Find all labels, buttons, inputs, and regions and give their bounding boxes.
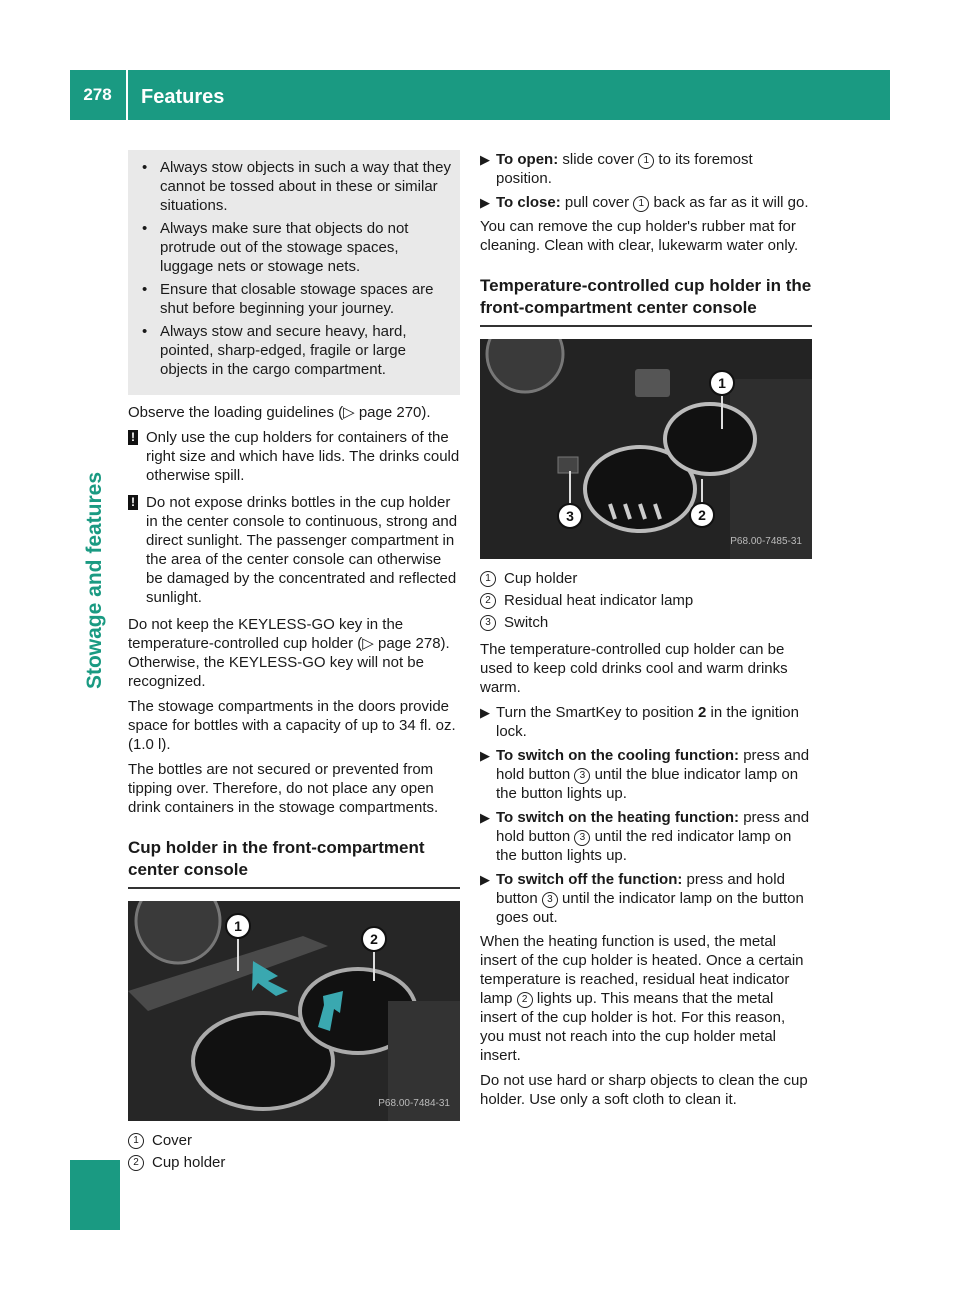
list-item: • Always make sure that objects do not protrude out of the stowage spaces, luggage nets or stowage nets.: [142, 220, 409, 275]
temperature-cup-holder-illustration: [480, 339, 812, 559]
svg-text:1: 1: [718, 375, 726, 391]
section-heading: Cup holder in the front-compartment center console: [128, 837, 460, 889]
step-arrow-icon: ▶: [480, 748, 490, 763]
warning-box: [128, 150, 460, 395]
instruction-step: ▶ To close: pull cover 1 back as far as it will go.: [480, 194, 809, 211]
paragraph: The temperature-controlled cup holder can be used to keep cold drinks cool and warm drinks warm.: [480, 641, 788, 696]
page-title: Features: [141, 86, 225, 108]
paragraph: The stowage compartments in the doors provide space for bottles with a capacity of up to 34 fl. oz. (1.0 l).: [128, 698, 456, 753]
cup-holder-photo: [128, 901, 460, 1121]
paragraph: When the heating function is used, the metal insert of the cup holder is heated. Once a certain temperature is reached, residual heat indicator lamp 2 lights up. This means that the metal insert of the cup holder is hot. For this reason, you must not reach into the cup holder metal insert.: [480, 933, 804, 1064]
exclamation-icon: !: [128, 430, 138, 445]
caption-item: 2 Residual heat indicator lamp: [480, 591, 812, 610]
paragraph: Do not keep the KEYLESS-GO key in the temperature-controlled cup holder (▷ page 278). Otherwise, the KEYLESS-GO key will not be recognized.: [128, 616, 450, 690]
svg-text:3: 3: [566, 508, 574, 524]
image-credit: P68.00-7485-31: [730, 536, 802, 547]
list-item: • Always stow and secure heavy, hard, pointed, sharp-edged, fragile or large objects in the cargo compartment.: [142, 323, 407, 378]
image-credit: P68.00-7484-31: [378, 1098, 450, 1109]
side-section-text: Stowage and features: [83, 471, 107, 689]
instruction-step: ▶ To switch on the heating function: press and hold button 3 until the red indicator lamp on the button lights up.: [480, 809, 810, 864]
svg-text:1: 1: [234, 918, 242, 934]
caption-item: 1 Cup holder: [480, 569, 812, 588]
header-divider: [126, 70, 128, 120]
notice-item: ! Only use the cup holders for containers of the right size and which have lids. The drinks could otherwise spill.: [128, 428, 460, 485]
side-section-label: [70, 380, 120, 780]
step-arrow-icon: ▶: [480, 872, 490, 887]
list-item: • Ensure that closable stowage spaces are shut before beginning your journey.: [142, 281, 434, 317]
instruction-step: ▶ To switch off the function: press and hold button 3 until the indicator lamp on the button goes out.: [480, 871, 804, 926]
caption-item: 2 Cup holder: [128, 1153, 460, 1172]
step-arrow-icon: ▶: [480, 195, 490, 210]
step-arrow-icon: ▶: [480, 810, 490, 825]
right-column: [480, 150, 812, 1115]
caption-item: 1 Cover: [128, 1131, 460, 1150]
step-arrow-icon: ▶: [480, 705, 490, 720]
svg-text:2: 2: [370, 931, 378, 947]
page-number: 278: [83, 85, 112, 104]
step-arrow-icon: ▶: [480, 152, 490, 167]
list-item: • Always stow objects in such a way that they cannot be tossed about in these or similar situations.: [142, 159, 451, 214]
svg-text:2: 2: [698, 507, 706, 523]
cup-holder-illustration: [128, 901, 460, 1121]
side-tab-marker: [70, 1160, 120, 1230]
paragraph: You can remove the cup holder's rubber mat for cleaning. Clean with clear, lukewarm water only.: [480, 218, 799, 254]
instruction-step: ▶ To switch on the cooling function: press and hold button 3 until the blue indicator lamp on the button lights up.: [480, 747, 810, 802]
exclamation-icon: !: [128, 495, 138, 510]
instruction-step: ▶ To open: slide cover 1 to its foremost position.: [480, 151, 753, 187]
paragraph: The bottles are not secured or prevented from tipping over. Therefore, do not place any open drink containers in the stowage compartments.: [128, 761, 439, 816]
left-column: [128, 150, 460, 1175]
instruction-step: ▶ Turn the SmartKey to position 2 in the ignition lock.: [480, 704, 799, 740]
notice-item: ! Do not expose drinks bottles in the cup holder in the center console to continuous, strong and direct sunlight. The passenger compartment in the area of the center console can otherwise be damaged by the concentrated and reflected sunlight.: [128, 493, 460, 607]
guidelines-text: Observe the loading guidelines (▷ page 270).: [128, 404, 431, 421]
section-heading: Temperature-controlled cup holder in the front-compartment center console: [480, 275, 812, 327]
temperature-cup-holder-photo: [480, 339, 812, 559]
paragraph: Do not use hard or sharp objects to clean the cup holder. Use only a soft cloth to clean it.: [480, 1072, 808, 1108]
caption-item: 3 Switch: [480, 613, 812, 632]
